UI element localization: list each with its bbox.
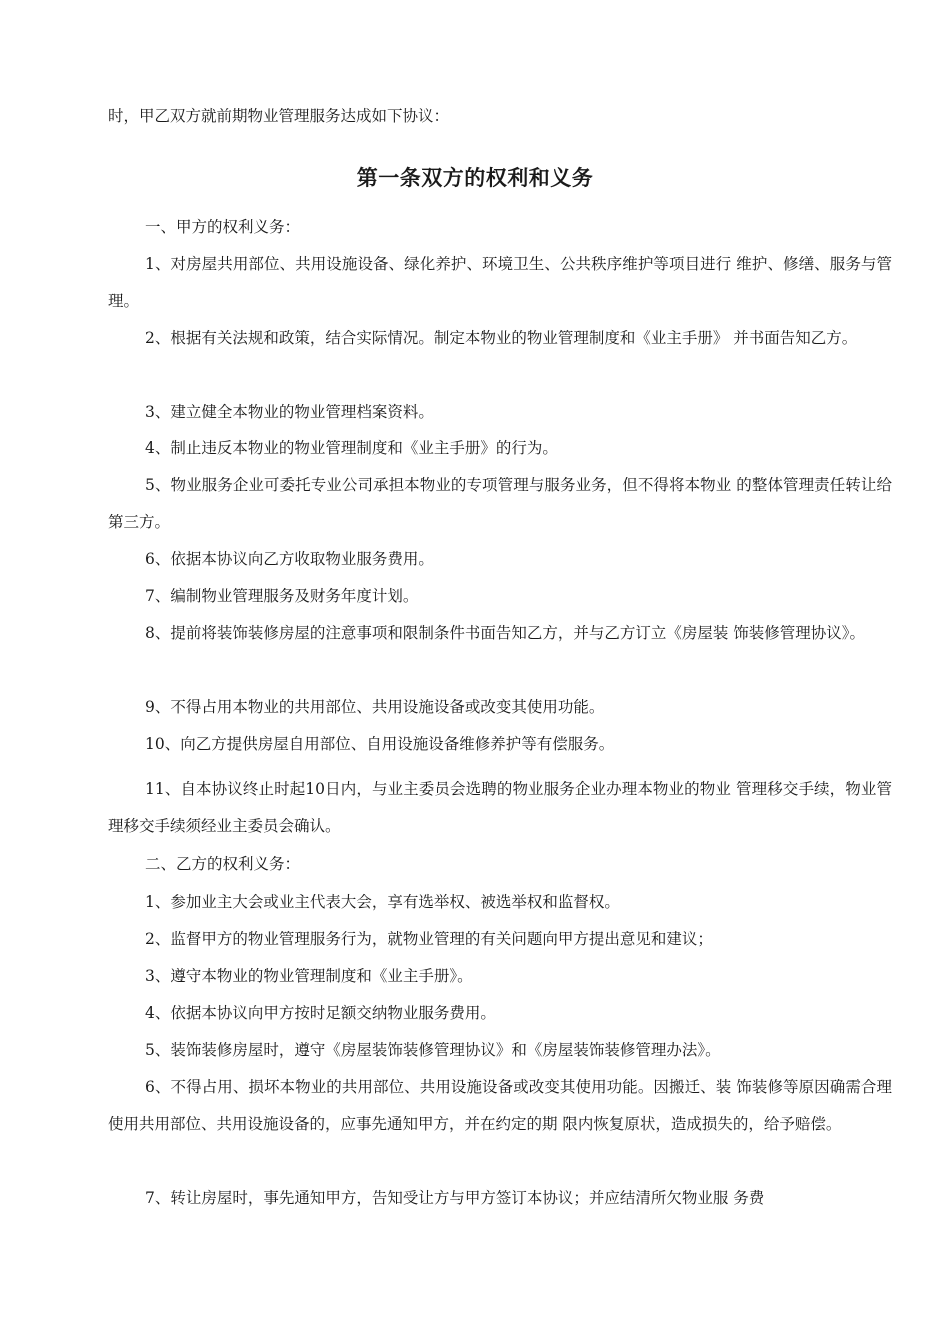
party-b-heading: 二、乙方的权利义务： <box>145 855 301 873</box>
party-a-item-1: 1、对房屋共用部位、共用设施设备、绿化养护、环境卫生、公共秩序维护等项目进行 维护、修缮、服务与管理。 <box>108 255 892 310</box>
party-b-item-2: 2、监督甲方的物业管理服务行为，就物业管理的有关问题向甲方提出意见和建议； <box>145 930 713 948</box>
party-b-item-1: 1、参加业主大会或业主代表大会，享有选举权、被选举权和监督权。 <box>145 893 620 911</box>
party-a-item-9: 9、不得占用本物业的共用部位、共用设施设备或改变其使用功能。 <box>145 698 605 716</box>
intro-paragraph: 时，甲乙双方就前期物业管理服务达成如下协议： <box>108 107 450 125</box>
party-a-item-5: 5、物业服务企业可委托专业公司承担本物业的专项管理与服务业务，但不得将本物业 的整体管理责任转让给第三方。 <box>108 476 892 531</box>
article-title: 第一条双方的权利和义务 <box>356 165 594 190</box>
party-a-item-2: 2、根据有关法规和政策，结合实际情况。制定本物业的物业管理制度和《业主手册》 并书面告知乙方。 <box>145 329 858 347</box>
party-a-item-11: 11、自本协议终止时起10日内，与业主委员会选聘的物业服务企业办理本物业的物业 管理移交手续，物业管理移交手续须经业主委员会确认。 <box>108 780 892 835</box>
party-b-item-5: 5、装饰装修房屋时，遵守《房屋装饰装修管理协议》和《房屋装饰装修管理办法》。 <box>145 1041 721 1059</box>
party-b-item-3: 3、遵守本物业的物业管理制度和《业主手册》。 <box>145 967 473 985</box>
party-a-item-7: 7、编制物业管理服务及财务年度计划。 <box>145 587 419 605</box>
party-b-item-7: 7、转让房屋时，事先通知甲方，告知受让方与甲方签订本协议；并应结清所欠物业服 务费 <box>145 1189 765 1207</box>
party-a-item-6: 6、依据本协议向乙方收取物业服务费用。 <box>145 550 434 568</box>
party-a-heading: 一、甲方的权利义务： <box>145 218 301 236</box>
party-b-item-4: 4、依据本协议向甲方按时足额交纳物业服务费用。 <box>145 1004 496 1022</box>
party-b-item-6: 6、不得占用、损坏本物业的共用部位、共用设施设备或改变其使用功能。因搬迁、装 饰装修等原因确需合理使用共用部位、共用设施设备的，应事先通知甲方，并在约定的期 限内恢复原状，造成损失的，给予赔偿。 <box>108 1078 892 1133</box>
party-a-item-10: 10、向乙方提供房屋自用部位、自用设施设备维修养护等有偿服务。 <box>145 735 615 753</box>
party-a-item-8: 8、提前将装饰装修房屋的注意事项和限制条件书面告知乙方，并与乙方订立《房屋装 饰装修管理协议》。 <box>145 624 866 642</box>
party-a-item-4: 4、制止违反本物业的物业管理制度和《业主手册》的行为。 <box>145 439 558 457</box>
party-a-item-3: 3、建立健全本物业的物业管理档案资料。 <box>145 403 434 421</box>
